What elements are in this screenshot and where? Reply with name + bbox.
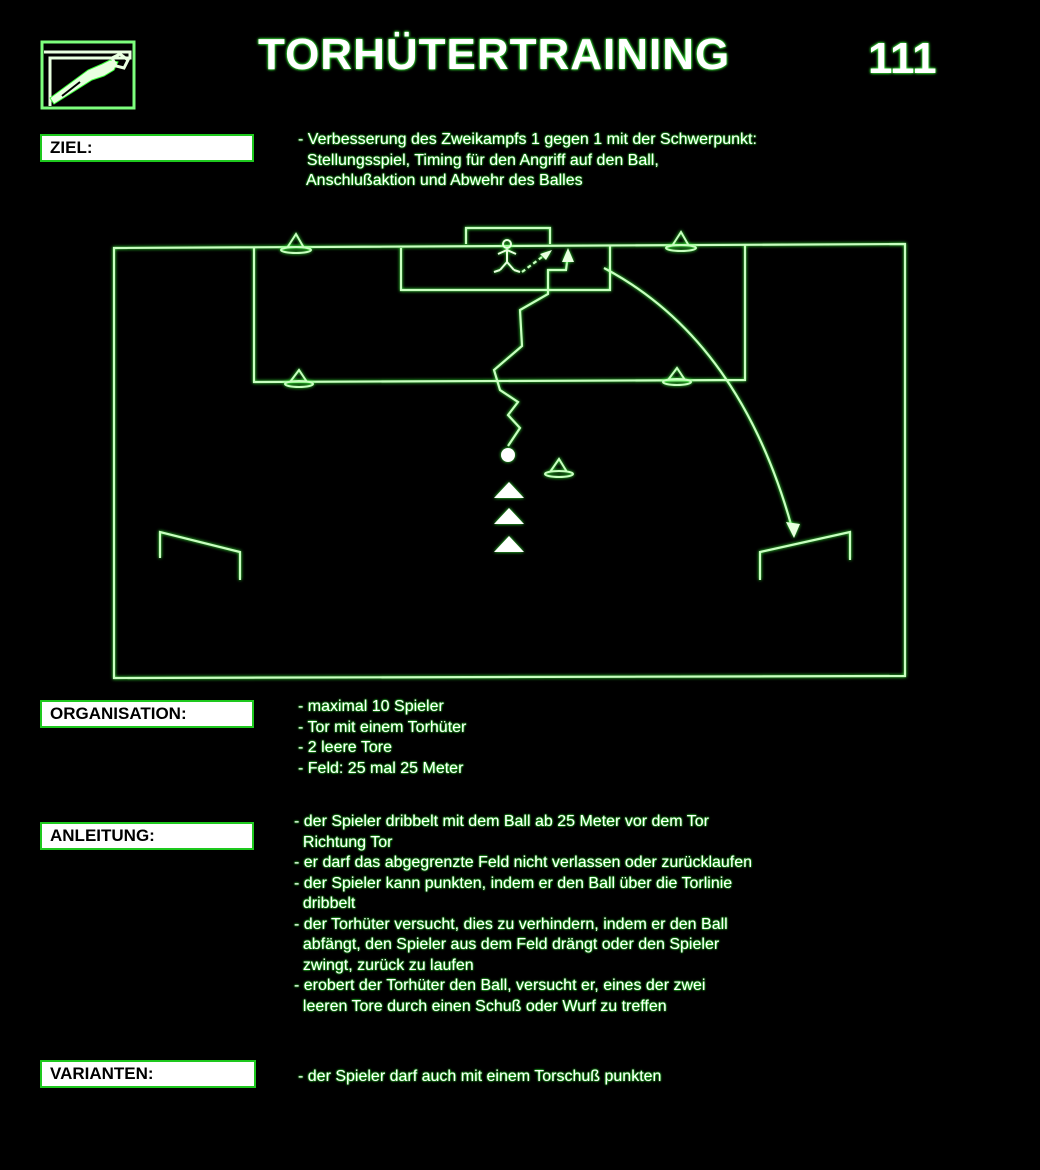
ziel-label: ZIEL: (42, 136, 252, 160)
anleitung-line: Richtung Tor (294, 833, 393, 851)
anleitung-line: - der Spieler dribbelt mit dem Ball ab 25 Meter vor dem Tor (294, 813, 709, 830)
goalkeeper-icon (40, 40, 136, 110)
ziel-text (298, 130, 757, 192)
anleitung-label: ANLEITUNG: (42, 824, 252, 848)
pass-curve (604, 268, 792, 528)
ziel-line: Anschlußaktion und Abwehr des Balles (298, 172, 583, 189)
anleitung-line: - der Torhüter versucht, dies zu verhindern, indem er den Ball (294, 915, 728, 933)
organisation-line: - Feld: 25 mal 25 Meter (298, 759, 464, 777)
penalty-area (254, 244, 745, 382)
dribble-path (494, 254, 568, 446)
organisation-text (298, 697, 466, 779)
player-triangle (494, 482, 524, 498)
organisation-label: ORGANISATION: (42, 702, 252, 726)
player-triangle (494, 508, 524, 524)
goal-area (401, 246, 610, 290)
goalkeeper-figure (494, 240, 520, 272)
left-small-goal (160, 532, 240, 580)
main-goal (466, 228, 550, 244)
cone (285, 370, 313, 387)
ball (501, 448, 515, 462)
anleitung-text (294, 812, 752, 1017)
anleitung-line: zwingt, zurück zu laufen (294, 956, 474, 974)
cone (666, 232, 696, 251)
page-title: TORHÜTERTRAINING (258, 30, 731, 79)
anleitung-line: - er darf das abgegrenzte Feld nicht verlassen oder zurücklaufen (294, 854, 753, 871)
anleitung-line: leeren Tore durch einen Schuß oder Wurf zu treffen (294, 997, 667, 1015)
organisation-line: - maximal 10 Spieler (298, 698, 444, 715)
cone (663, 368, 691, 385)
cone (545, 459, 573, 477)
varianten-line: - der Spieler darf auch mit einem Torschuß punkten (298, 1068, 662, 1085)
anleitung-line: - der Spieler kann punkten, indem er den Ball über die Torlinie (294, 874, 733, 892)
anleitung-line: - erobert der Torhüter den Ball, versucht er, eines der zwei (294, 977, 706, 994)
player-triangle (494, 536, 524, 552)
organisation-line: - Tor mit einem Torhüter (298, 718, 467, 736)
varianten-label: VARIANTEN: (42, 1062, 254, 1086)
right-small-goal (760, 532, 850, 580)
training-field-diagram (0, 210, 1040, 690)
varianten-text (298, 1067, 661, 1088)
organisation-line: - 2 leere Tore (298, 739, 392, 756)
goalkeeper-run (522, 254, 546, 272)
ziel-line: Stellungsspiel, Timing für den Angriff auf den Ball, (298, 151, 659, 169)
ziel-line: - Verbesserung des Zweikampfs 1 gegen 1 mit der Schwerpunkt: (298, 131, 757, 148)
exercise-number: 111 (868, 34, 937, 83)
anleitung-line: abfängt, den Spieler aus dem Feld drängt oder den Spieler (294, 936, 720, 953)
cone (281, 234, 311, 253)
arrow-head (786, 522, 800, 538)
arrow-head (562, 248, 574, 262)
anleitung-line: dribbelt (294, 895, 356, 912)
